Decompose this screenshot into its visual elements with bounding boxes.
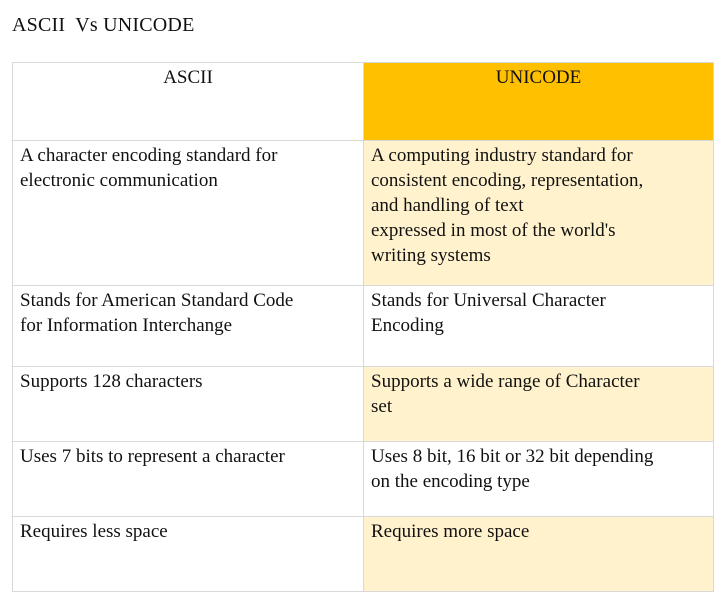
cell-text-line: on the encoding type bbox=[371, 471, 530, 492]
unicode-cell bbox=[364, 141, 714, 286]
comparison-table bbox=[12, 62, 714, 592]
cell-text-line: electronic communication bbox=[20, 170, 218, 191]
cell-text-line: set bbox=[371, 396, 393, 417]
header-unicode bbox=[364, 63, 714, 141]
cell-text-line: A character encoding standard for bbox=[20, 145, 278, 166]
header-unicode-label: UNICODE bbox=[495, 67, 582, 88]
table-row bbox=[13, 367, 714, 442]
table-row bbox=[13, 286, 714, 367]
unicode-cell bbox=[364, 442, 714, 517]
table-row bbox=[13, 442, 714, 517]
cell-text-line: Requires less space bbox=[20, 521, 168, 542]
cell-text-line: and handling of text bbox=[371, 195, 524, 216]
cell-text-line: Uses 8 bit, 16 bit or 32 bit depending bbox=[371, 446, 654, 467]
table-row bbox=[13, 517, 714, 592]
cell-text-line: Supports 128 characters bbox=[20, 371, 203, 392]
cell-text-line: for Information Interchange bbox=[20, 315, 233, 336]
cell-text-line: Requires more space bbox=[371, 521, 530, 542]
cell-text-line: consistent encoding, representation, bbox=[371, 170, 644, 191]
unicode-cell bbox=[364, 517, 714, 592]
cell-text-line: Uses 7 bits to represent a character bbox=[20, 446, 285, 467]
cell-text-line: writing systems bbox=[371, 245, 491, 266]
cell-text-line: Encoding bbox=[371, 315, 444, 336]
cell-text-line: Stands for American Standard Code bbox=[20, 290, 294, 311]
cell-text-line: expressed in most of the world's bbox=[371, 220, 616, 241]
cell-text-line: Supports a wide range of Character bbox=[371, 371, 640, 392]
header-ascii-label: ASCII bbox=[163, 67, 213, 88]
ascii-cell bbox=[13, 367, 364, 442]
cell-text-line: Stands for Universal Character bbox=[371, 290, 606, 311]
ascii-cell bbox=[13, 517, 364, 592]
ascii-cell bbox=[13, 141, 364, 286]
page-title: ASCII Vs UNICODE bbox=[12, 14, 195, 36]
table-header-row bbox=[13, 63, 714, 141]
ascii-cell bbox=[13, 442, 364, 517]
cell-text-line: A computing industry standard for bbox=[371, 145, 633, 166]
header-ascii bbox=[13, 63, 364, 141]
unicode-cell bbox=[364, 367, 714, 442]
table-row bbox=[13, 141, 714, 286]
ascii-cell bbox=[13, 286, 364, 367]
unicode-cell bbox=[364, 286, 714, 367]
